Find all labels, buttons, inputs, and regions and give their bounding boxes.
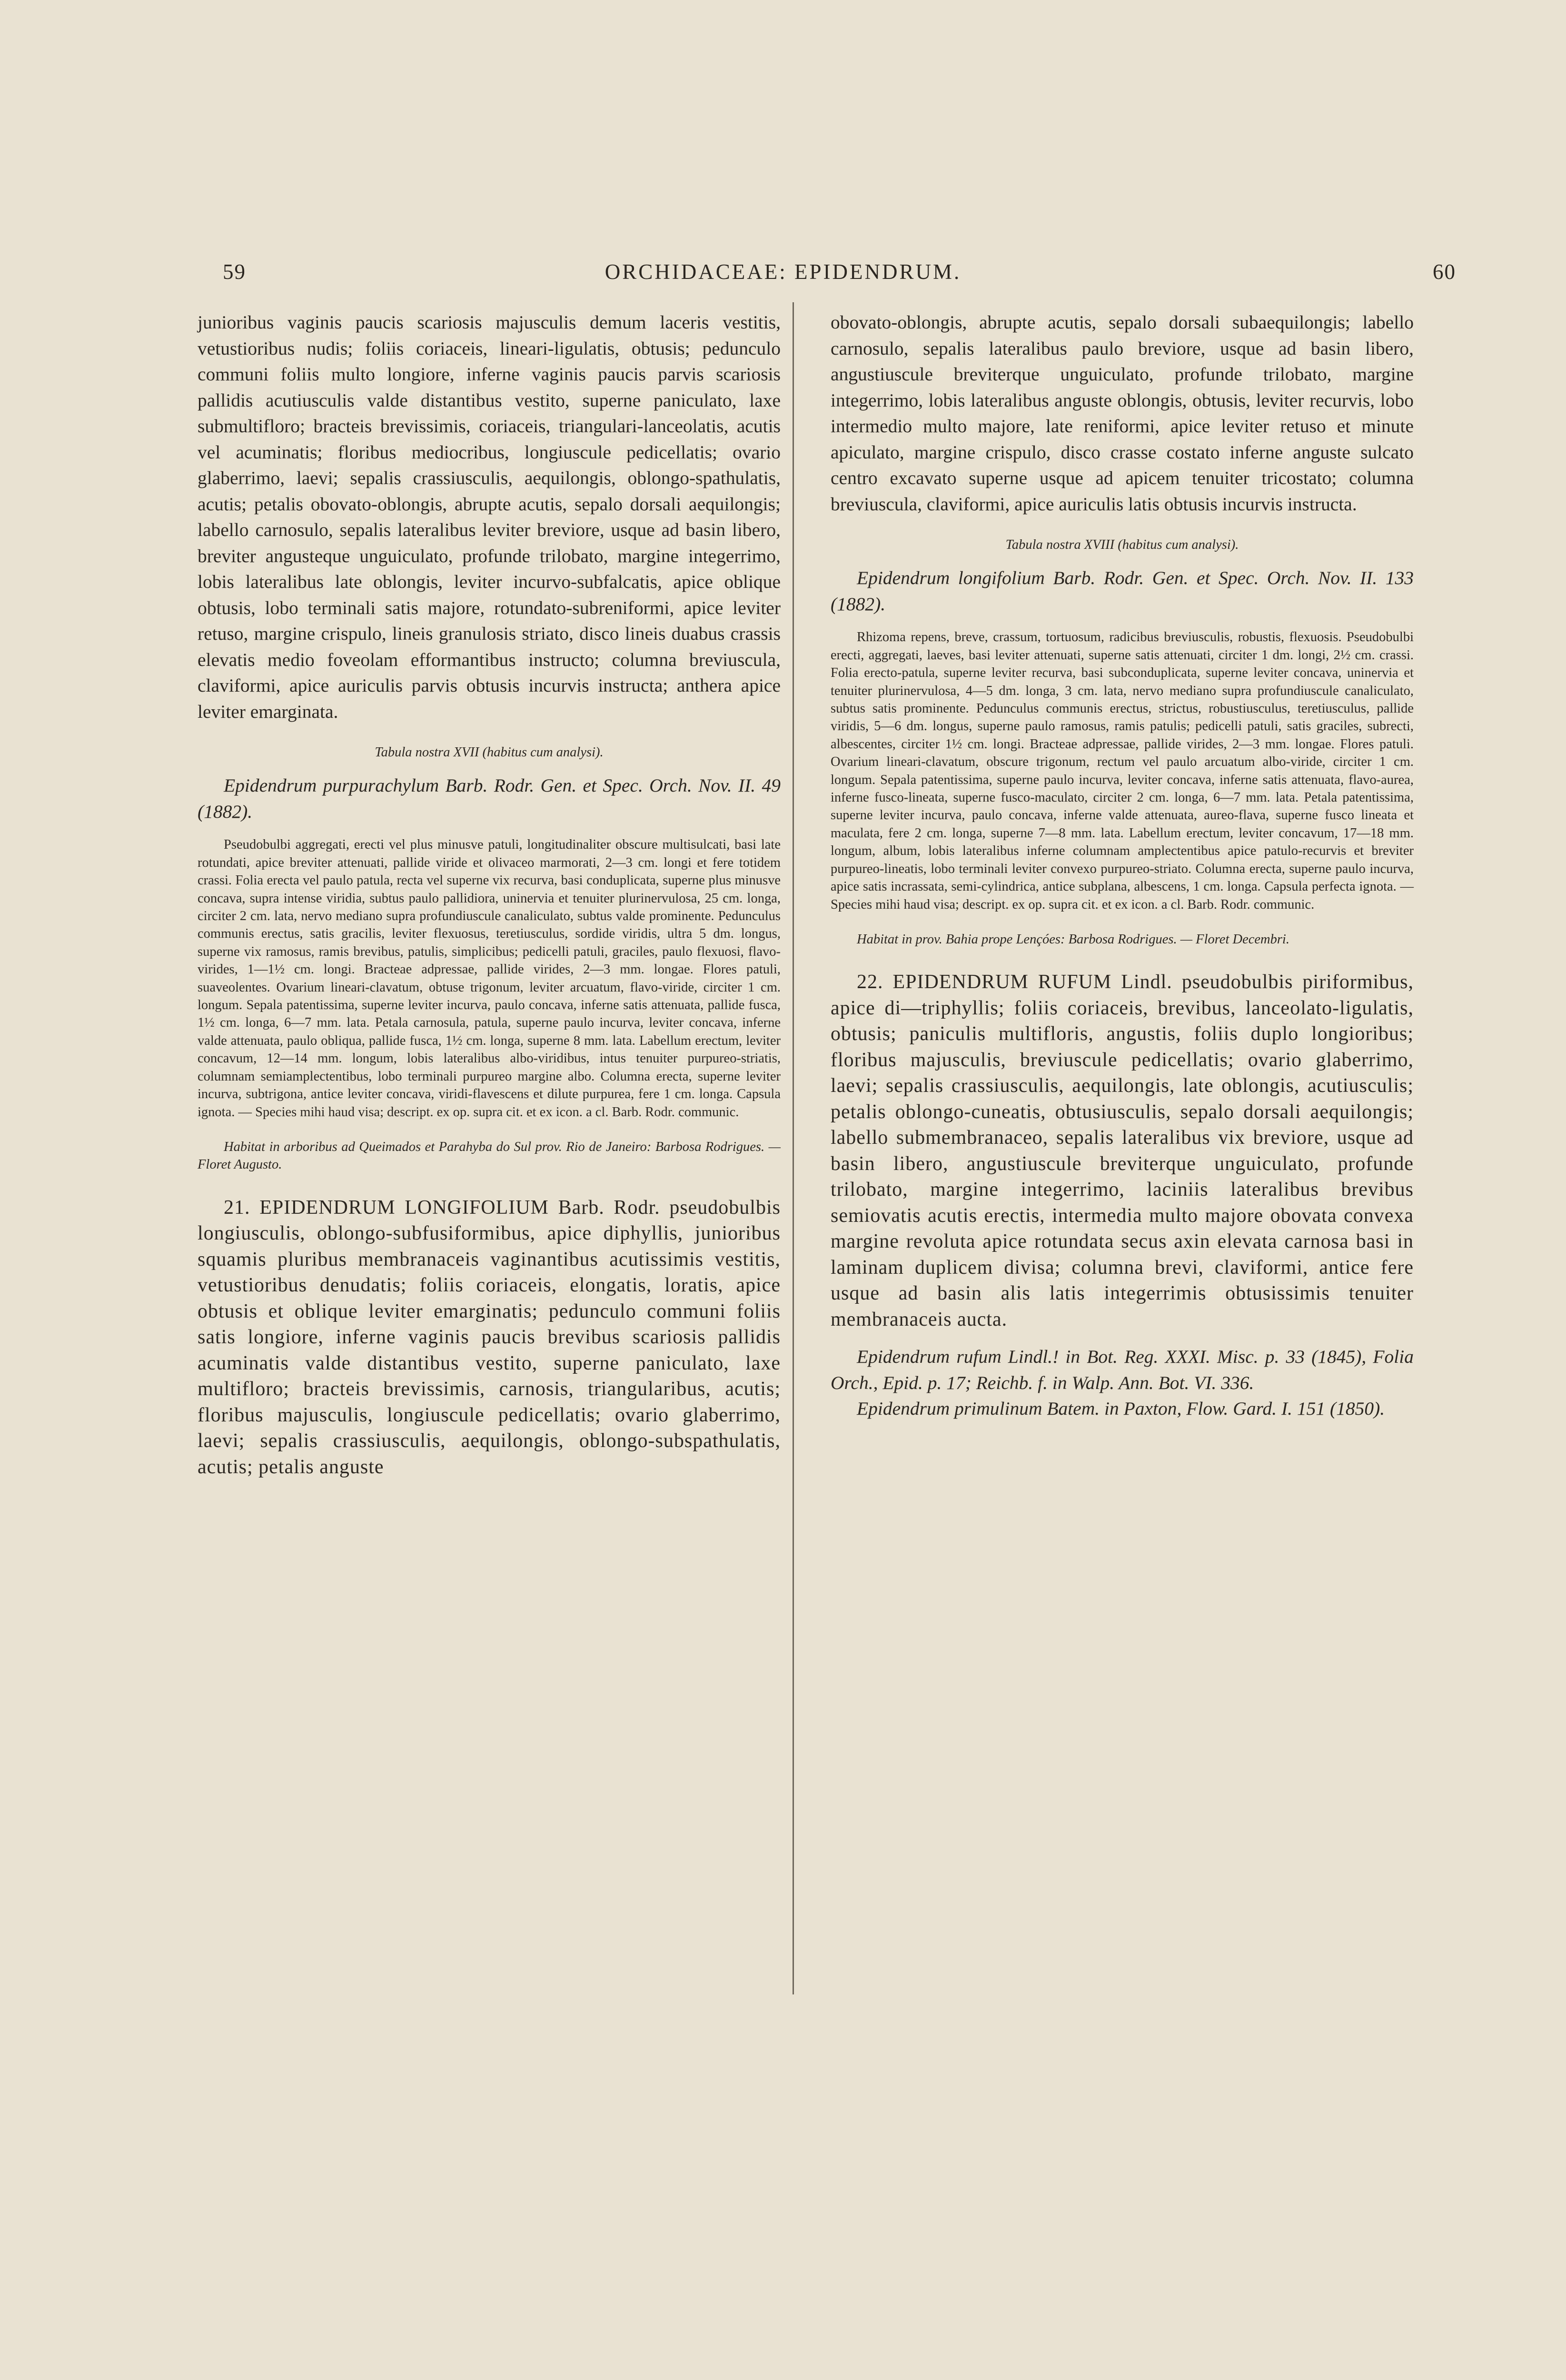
left-tabula-note: Tabula nostra XVII (habitus cum analysi). bbox=[375, 745, 604, 760]
right-description: Rhizoma repens, breve, crassum, tortuosum, radicibus breviusculis, robustis, flexuosis. Pseudobulbi erecti, aggregati, laeves, basi leviter attenuati, superne satis attenuati, circiter 1 dm. longi, 2½ cm. crassi. Folia erecto-patula, superne leviter recurva, basi subconduplicata, superne leviter concava, uninervia et tenuiter plurinervulosa, 4—5 dm. longa, 3 cm. lata, nervo mediano supra profundiuscule canaliculato, subtus satis prominente. Pedunculus communis erectus, strictus, robustiusculus, teretiusculus, pallide viridis, 5—6 dm. longus, superne paulo ramosus, ramis patulis; pedicelli patuli, satis graciles, subrecti, albescentes, circiter 1½ cm. longi. Bracteae adpressae, pallide virides, 2—3 mm. longae. Flores patuli. Ovarium lineari-clavatum, obscure trigonum, rectum vel paulo arcuatum albo-viride, circiter 1 cm. longum. Sepala patentissima, superne paulo incurva, leviter concava, inferne satis attenuata, flavo-aurea, inferne fusco-lineata, superne fusco-maculato, circiter 2 cm. longa, 6—7 mm. lata. Petala patentissima, superne leviter incurva, paulo concava, inferne valde attenuata, aureo-flava, superne fusco lineata et maculata, fere 2 cm. longa, superne 7—8 mm. lata. Labellum erectum, leviter concavum, 17—18 mm. longum, album, lobis lateralibus inferne columnam amplectentibus apice patulo-recurvis et breviter purpureo-lineatis, lobo terminali leviter convexo purpureo-striato. Columna erecta, superne paulo incurva, apice satis incrassata, semi-cylindrica, antice subplana, albescens, 1 cm. longa. Capsula perfecta ignota. — Species mihi haud visa; descript. ex op. supra cit. et ex icon. a cl. Barb. Rodr. communic. bbox=[831, 630, 1414, 912]
species-22-entry: 22. EPIDENDRUM RUFUM Lindl. pseudobulbis piriformibus, apice di—triphyllis; foliis coriaceis, brevibus, lanceolato-ligulatis, obtusis; paniculis multifloris, angustis, foliis duplo longioribus; floribus majusculis, breviuscule pedicellatis; ovario glaberrimo, laevi; sepalis crassiusculis, aequilongis, late oblongis, acutiusculis; petalis oblongo-cuneatis, obtusiusculis, sepalo dorsali aequilongis; labello submembranaceo, sepalis lateralibus vix breviore, usque ad basin libero, angustiuscule breviterque unguiculato, profunde trilobato, margine integerrimo, laciniis lateralibus brevibus semiovatis acutis erectis, intermedia multo majore obovata convexa margine revoluta apice rotundata secus axin elevata carnosa basi in laminam duplicem divisa; columna brevi, claviformi, antice fere usque ad basin alis latis integerrimis obtusissimis tenuiter membranaceis aucta. bbox=[831, 971, 1414, 1330]
running-header bbox=[0, 259, 1566, 302]
right-habitat: Habitat in prov. Bahia prope Lençóes: Barbosa Rodrigues. — Floret Decembri. bbox=[857, 932, 1289, 947]
right-reference: Epidendrum longifolium Barb. Rodr. Gen. et Spec. Orch. Nov. II. 133 (1882). bbox=[831, 567, 1414, 615]
right-diagnosis-continued: obovato-oblongis, abrupte acutis, sepalo dorsali subaequilongis; labello carnosulo, sepalis lateralibus paulo breviore, usque ad basin libero, angustiuscule breviterque unguiculato, profunde trilobato, margine integerrimo, lobis lateralibus anguste oblongis, obtusis, leviter recurvis, lobo intermedio multo majore, late reniformi, apice leviter retuso et minute apiculato, margine crispulo, disco crasse costato inferne anguste sulcato centro excavato superne usque ad apicem tenuiter tricostato; columna breviuscula, claviformi, apice auriculis latis obtusis incurvis instructa. bbox=[831, 312, 1414, 515]
column-divider bbox=[793, 302, 794, 1994]
page-number-left: 59 bbox=[223, 260, 246, 284]
left-habitat: Habitat in arboribus ad Queimados et Parahyba do Sul prov. Rio de Janeiro: Barbosa Rodrigues. — Floret Augusto. bbox=[198, 1139, 781, 1172]
species-21-entry: 21. EPIDENDRUM LONGIFOLIUM Barb. Rodr. pseudobulbis longiusculis, oblongo-subfusiformibus, apice diphyllis, junioribus squamis pluribus membranaceis vaginantibus acutissimis vestitis, vetustioribus denudatis; foliis coriaceis, elongatis, loratis, apice obtusis et oblique leviter emarginatis; pedunculo communi foliis satis longiore, inferne vaginis paucis brevibus scariosis pallidis acuminatis valde distantibus vestito, superne paniculato, laxe multifloro; bracteis brevissimis, carnosis, triangularibus, acutis; floribus majusculis, longiuscule pedicellatis; ovario glaberrimo, laevi; sepalis crassiusculis, aequilongis, oblongo-subspathulatis, acutis; petalis anguste bbox=[198, 1196, 781, 1478]
left-reference: Epidendrum purpurachylum Barb. Rodr. Gen. et Spec. Orch. Nov. II. 49 (1882). bbox=[198, 775, 781, 822]
left-description: Pseudobulbi aggregati, erecti vel plus minusve patuli, longitudinaliter obscure multisulcati, basi late rotundati, apice breviter attenuati, pallide viride et olivaceo marmorati, 2—3 cm. longi et fere totidem crassi. Folia erecta vel paulo patula, recta vel superne vix recurva, basi conduplicata, superne plus minusve concava, supra intense viridia, subtus paulo pallidiora, uninervia et tenuiter plurinervulosa, 25 cm. longa, circiter 2 cm. lata, nervo mediano supra profundiuscule canaliculato, subtus valde prominente. Pedunculus communis erectus, satis gracilis, leviter flexuosus, teretiusculus, sordide viridis, ultra 5 dm. longus, superne vix ramosus, ramis brevibus, patulis, simplicibus; pedicelli patuli, graciles, paulo flexuosi, flavo-virides, 1—1½ cm. longi. Bracteae adpressae, pallide virides, 2—3 mm. longae. Flores patuli, suaveolentes. Ovarium lineari-clavatum, obtuse trigonum, leviter arcuatum, flavo-viride, circiter 1 cm. longum. Sepala patentissima, superne leviter incurva, paulo concava, inferne satis attenuata, pallide fusca, 1½ cm. longa, 6—7 mm. lata. Petala carnosula, patula, superne paulo incurva, leviter concava, inferne valde attenuata, paulo obliqua, pallide fusca, 1½ cm. longa, superne 8 mm. lata. Labellum erectum, leviter concavum, 12—14 mm. longum, lobis lateralibus albo-viridibus, intus tenuiter purpureo-striatis, columnam semiamplectentibus, lobo terminali purpureo margine albo. Columna erecta, superne leviter incurva, subtrigona, antice leviter concava, viridi-flavescens et dilute purpurea, fere 1 cm. longa. Capsula ignota. — Species mihi haud visa; descript. ex op. supra cit. et ex icon. a cl. Barb. Rodr. communic. bbox=[198, 837, 781, 1120]
running-title: ORCHIDACEAE: EPIDENDRUM. bbox=[605, 260, 961, 284]
species-22-reference-1: Epidendrum rufum Lindl.! in Bot. Reg. XXXI. Misc. p. 33 (1845), Folia Orch., Epid. p. 17; Reichb. f. in Walp. Ann. Bot. VI. 336. bbox=[831, 1346, 1414, 1393]
species-22-reference-2: Epidendrum primulinum Batem. in Paxton, Flow. Gard. I. 151 (1850). bbox=[857, 1398, 1385, 1419]
page-number-right: 60 bbox=[1433, 260, 1456, 284]
right-column bbox=[831, 309, 1414, 1422]
right-tabula-note: Tabula nostra XVIII (habitus cum analysi). bbox=[1005, 537, 1239, 552]
left-diagnosis-continued: junioribus vaginis paucis scariosis majusculis demum laceris vestitis, vetustioribus nudis; foliis coriaceis, lineari-ligulatis, obtusis; pedunculo communi foliis multo longiore, inferne vaginis paucis parvis scariosis pallidis acutiusculis valde distantibus vestito, superne paniculato, laxe submultifloro; bracteis brevissimis, coriaceis, triangulari-lanceolatis, acutis vel acuminatis; floribus mediocribus, longiuscule pedicellatis; ovario glaberrimo, laevi; sepalis crassiusculis, aequilongis, oblongo-spathulatis, acutis; petalis obovato-oblongis, abrupte acutis, sepalo dorsali aequilongis; labello carnosulo, sepalis lateralibus leviter breviore, usque ad basin libero, breviter angusteque unguiculato, profunde trilobato, margine integerrimo, lobis lateralibus late oblongis, leviter incurvo-subfalcatis, apice oblique obtusis, lobo terminali satis majore, rotundato-subreniformi, apice leviter retuso, margine crispulo, lineis granulosis striato, disco lineis duabus crassis elevatis medio foveolam efformantibus instructo; columna breviuscula, claviformi, apice auriculis parvis obtusis incurvis instructa; anthera apice leviter emarginata. bbox=[198, 312, 781, 722]
left-column bbox=[198, 309, 781, 1480]
